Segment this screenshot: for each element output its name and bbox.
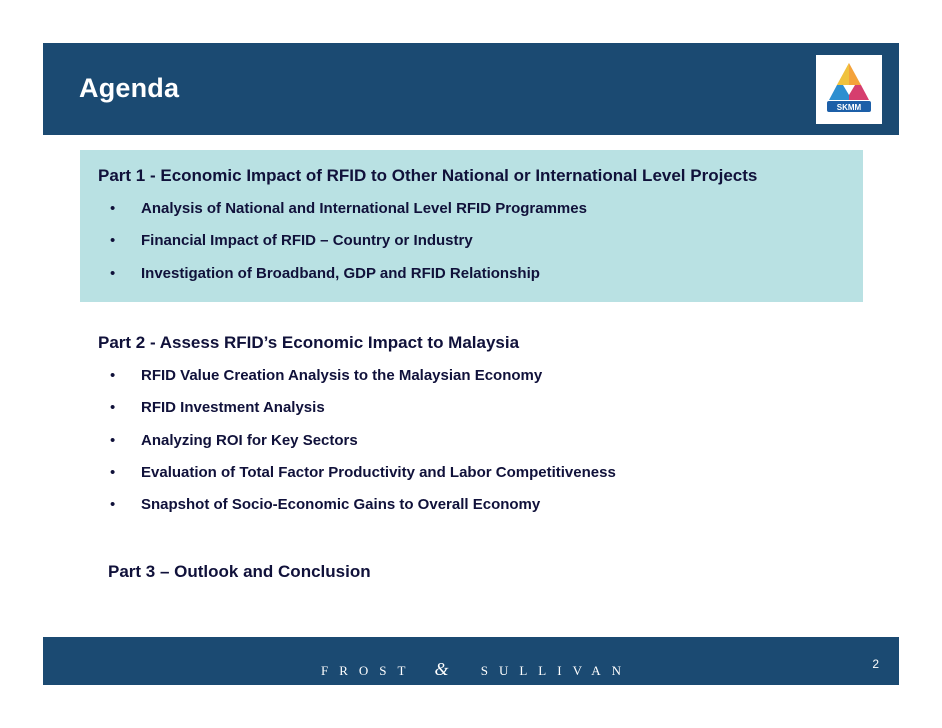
list-item-text: Evaluation of Total Factor Productivity and Labor Competitiveness — [141, 463, 616, 481]
list-item-text: RFID Value Creation Analysis to the Malaysian Economy — [141, 367, 543, 384]
list-item-text: Financial Impact of RFID – Country or Industry — [141, 232, 473, 250]
bullet-icon: • — [110, 232, 116, 250]
footer-bar — [43, 637, 899, 685]
bullet-icon: • — [110, 463, 116, 481]
bullet-icon: • — [110, 431, 116, 449]
skmm-logo-icon — [816, 55, 882, 124]
skmm-logo — [816, 55, 882, 124]
bullet-icon: • — [110, 264, 116, 282]
logo-text: SKMM — [836, 103, 862, 112]
list-item-text: Analyzing ROI for Key Sectors — [141, 431, 358, 449]
part2-title: Part 2 - Assess RFID’s Economic Impact to Malaysia — [98, 333, 520, 352]
bullet-icon: • — [110, 200, 116, 217]
slide-title: Agenda — [79, 73, 180, 103]
brand-right: SULLIVAN — [480, 663, 633, 678]
part1-title: Part 1 - Economic Impact of RFID to Other National or International Level Projects — [98, 166, 758, 185]
bullet-icon: • — [110, 367, 116, 384]
brand-left: FROST — [321, 663, 417, 678]
bullet-icon: • — [110, 399, 116, 417]
list-item-text: Snapshot of Socio-Economic Gains to Overall Economy — [141, 496, 541, 514]
list-item-text: RFID Investment Analysis — [141, 399, 325, 417]
page-number: 2 — [872, 657, 879, 671]
brand-ampersand: & — [434, 659, 449, 679]
part3-title: Part 3 – Outlook and Conclusion — [108, 562, 371, 581]
list-item-text: Analysis of National and International Level RFID Programmes — [141, 200, 587, 217]
bullet-icon: • — [110, 496, 116, 514]
list-item-text: Investigation of Broadband, GDP and RFID Relationship — [141, 264, 540, 282]
frost-sullivan-brand — [321, 659, 632, 680]
header-bar — [43, 43, 899, 135]
